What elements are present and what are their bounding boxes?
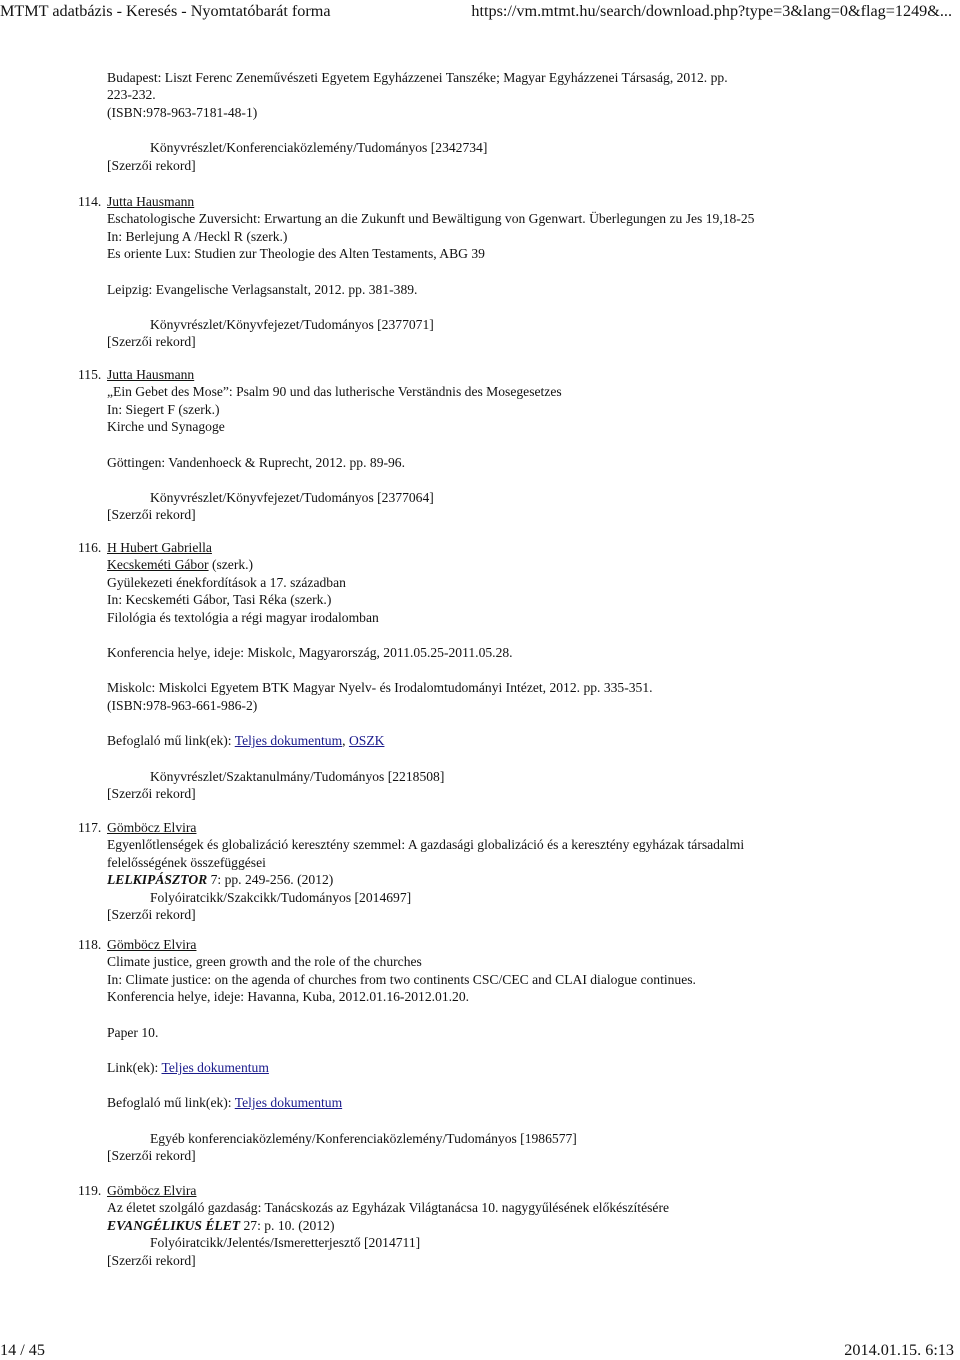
author-record-tag: [Szerzői rekord] — [107, 786, 196, 802]
entry-title: Az életet szolgáló gazdaság: Tanácskozás az Egyházak Világtanácsa 10. nagygyűlésének előkészítésére — [107, 1200, 670, 1216]
entry-number: 119. — [78, 1183, 102, 1198]
book-title: Es oriente Lux: Studien zur Theologie des Alten Testaments, ABG 39 — [107, 246, 485, 262]
author-link[interactable]: Gömböcz Elvira — [107, 937, 197, 952]
book-title: Filológia és textológia a régi magyar irodalomban — [107, 609, 379, 625]
container-full-document-link[interactable]: Teljes dokumentum — [234, 1095, 343, 1111]
editor-link[interactable]: Kecskeméti Gábor — [107, 557, 209, 573]
author-link[interactable]: H Hubert Gabriella — [107, 540, 212, 555]
author-record-tag: [Szerzői rekord] — [107, 907, 196, 923]
author-link[interactable]: Jutta Hausmann — [107, 194, 195, 209]
author-record-tag: [Szerzői rekord] — [107, 507, 196, 523]
entry-title: Climate justice, green growth and the role of the churches — [107, 954, 422, 970]
publication-type: Könyvrészlet/Könyvfejezet/Tudományos [2377064] — [150, 490, 434, 506]
author-record-tag: [Szerzői rekord] — [107, 1252, 196, 1268]
link-separator: , — [342, 733, 349, 749]
pages-line: 223-232. — [107, 87, 156, 103]
publisher-line: Göttingen: Vandenhoeck & Ruprecht, 2012. pp. 89-96. — [107, 454, 406, 470]
editors-line: In: Siegert F (szerk.) — [107, 401, 220, 417]
author-link[interactable]: Gömböcz Elvira — [107, 820, 197, 835]
container-links-line — [107, 1094, 927, 1111]
paper-number: Paper 10. — [107, 1024, 159, 1040]
isbn-line: (ISBN:978-963-661-986-2) — [107, 697, 258, 713]
author-record-tag: [Szerzői rekord] — [107, 334, 196, 350]
entry-title: Egyenlőtlenségek és globalizáció keresztény szemmel: A gazdasági globalizáció és a keresztény egyházak társadalmi — [107, 837, 745, 853]
print-datetime: 2014.01.15. 6:13 — [844, 1341, 954, 1359]
entry-number: 117. — [78, 820, 102, 835]
author-link[interactable]: Jutta Hausmann — [107, 367, 195, 382]
conference-line: Konferencia helye, ideje: Havanna, Kuba, 2012.01.16-2012.01.20. — [107, 989, 470, 1005]
print-header-title: MTMT adatbázis - Keresés - Nyomtatóbarát forma — [0, 2, 331, 20]
journal-details: 27: p. 10. (2012) — [240, 1217, 335, 1233]
publication-type: Könyvrészlet/Szaktanulmány/Tudományos [2218508] — [150, 768, 445, 784]
journal-details: 7: pp. 249-256. (2012) — [207, 872, 334, 888]
entry-number: 115. — [78, 367, 102, 382]
container-links-line — [107, 732, 927, 749]
editors-line: In: Kecskeméti Gábor, Tasi Réka (szerk.) — [107, 592, 332, 608]
author-record-tag: [Szerzői rekord] — [107, 1148, 196, 1164]
author-link[interactable]: Gömböcz Elvira — [107, 1183, 197, 1198]
links-label: Link(ek): — [107, 1060, 162, 1076]
entry-title: Eschatologische Zuversicht: Erwartung an die Zukunft und Bewältigung von Ggenwart. Überlegungen zu Jes 19,18-25 — [107, 211, 755, 227]
entry-119 — [107, 1182, 927, 1269]
entry-118 — [107, 936, 927, 1165]
publication-type: Egyéb konferenciaközlemény/Konferenciaközlemény/Tudományos [1986577] — [150, 1130, 577, 1146]
print-header-url: https://vm.mtmt.hu/search/download.php?type=3&lang=0&flag=1249&... — [471, 2, 952, 20]
container-links-label: Befoglaló mű link(ek): — [107, 1095, 235, 1111]
publisher-line: Leipzig: Evangelische Verlagsanstalt, 2012. pp. 381-389. — [107, 281, 418, 297]
publisher-line: Miskolc: Miskolci Egyetem BTK Magyar Nyelv- és Irodalomtudományi Intézet, 2012. pp. 335-351. — [107, 680, 653, 696]
journal-name: LELKIPÁSZTOR — [107, 872, 208, 888]
editors-line: In: Berlejung A /Heckl R (szerk.) — [107, 228, 288, 244]
publication-type: Folyóiratcikk/Jelentés/Ismeretterjesztő [2014711] — [150, 1235, 421, 1251]
isbn-line: (ISBN:978-963-7181-48-1) — [107, 104, 258, 120]
entry-116 — [107, 539, 927, 802]
entry-number: 118. — [78, 937, 102, 952]
entry-title: Gyülekezeti énekfordítások a 17. században — [107, 574, 346, 590]
page-counter: 14 / 45 — [0, 1341, 45, 1359]
entry-117 — [107, 819, 927, 923]
publication-type: Könyvrészlet/Konferenciaközlemény/Tudományos [2342734] — [150, 140, 488, 156]
conference-line: Konferencia helye, ideje: Miskolc, Magyarország, 2011.05.25-2011.05.28. — [107, 645, 513, 661]
full-document-link[interactable]: Teljes dokumentum — [161, 1060, 269, 1076]
entry-114 — [107, 193, 927, 351]
in-line: In: Climate justice: on the agenda of churches from two continents CSC/CEC and CLAI dialogue continues. — [107, 971, 696, 987]
entry-number: 114. — [78, 194, 102, 209]
journal-name: EVANGÉLIKUS ÉLET — [107, 1217, 241, 1233]
full-document-link[interactable]: Teljes dokumentum — [234, 733, 343, 749]
oszk-link[interactable]: OSZK — [348, 733, 385, 749]
book-title: Kirche und Synagoge — [107, 419, 225, 435]
publication-type: Folyóiratcikk/Szakcikk/Tudományos [2014697] — [150, 889, 412, 905]
entry-title-cont: felelősségének összefüggései — [107, 854, 266, 870]
entry-title: „Ein Gebet des Mose”: Psalm 90 und das lutherische Verständnis des Mosegesetzes — [107, 384, 562, 400]
author-record-tag: [Szerzői rekord] — [107, 157, 196, 173]
entry-115 — [107, 366, 927, 524]
entry-number: 116. — [78, 540, 102, 555]
editor-suffix: (szerk.) — [208, 557, 254, 573]
links-line — [107, 1059, 927, 1076]
publisher-line: Budapest: Liszt Ferenc Zeneművészeti Egyetem Egyházzenei Tanszéke; Magyar Egyházzenei Társaság, 2012. pp. — [107, 70, 728, 85]
container-links-label: Befoglaló mű link(ek): — [107, 733, 235, 749]
publication-type: Könyvrészlet/Könyvfejezet/Tudományos [2377071] — [150, 317, 434, 333]
entry-continuation — [107, 69, 927, 174]
